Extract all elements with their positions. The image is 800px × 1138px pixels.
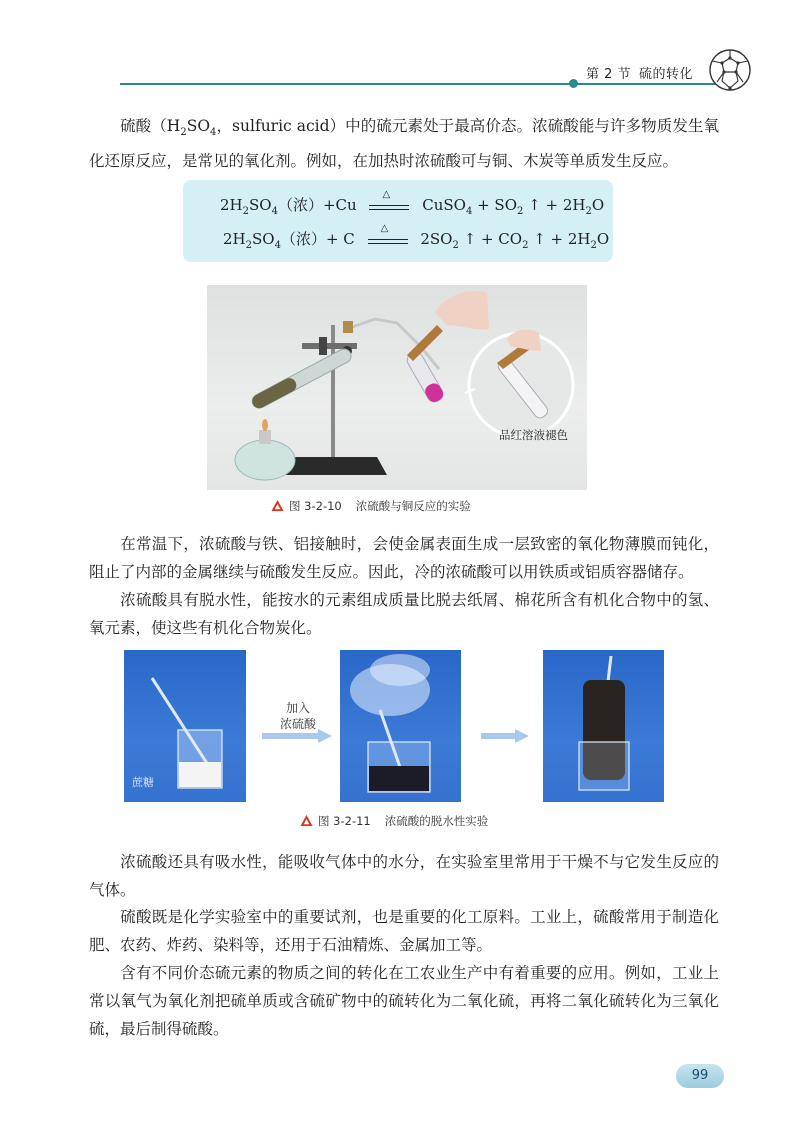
step-arrow-icon: [262, 729, 332, 743]
header-dot: [569, 79, 578, 88]
figure-caption-2: 图 3-2-11 浓硫酸的脱水性实验: [300, 813, 488, 829]
equation-carbon: $2H_2SO_4$（浓）+ C △ $2SO_2$ ↑ + $CO_2$ ↑ + $2H_2O$: [223, 223, 610, 251]
figure-copper-reaction-photo: [207, 285, 587, 490]
paragraph-sulfuric-acid-intro: 硫酸（$H_2SO_4$，sulfuric acid）中的硫元素处于最高价态。浓硫酸能与许多物质发生氧化还原反应，是常见的氧化剂。例如，在加热时浓硫酸可与铜、木炭等单质发生反应。: [89, 117, 719, 171]
section-name: 硫的转化: [639, 67, 694, 82]
paragraph-industrial-use: 硫酸既是化学实验室中的重要试剂，也是重要的化工原料。工业上，硫酸常用于制造化肥、农药、炸药、染料等，还用于石油精炼、金属加工等。: [89, 908, 719, 954]
equation-box: [183, 180, 613, 262]
inset-label: 品红溶液褪色: [499, 428, 568, 442]
molecule-ball-icon: [708, 48, 752, 92]
triangle-marker-icon: [300, 814, 313, 827]
figure-caption-1: 图 3-2-10 浓硫酸与铜反应的实验: [271, 498, 471, 514]
equation-copper: $2H_2SO_4$（浓）+Cu △ CuSO$_4$ + $SO_2$ ↑ + $2H_2O$: [220, 189, 605, 217]
step-arrow-icon: [481, 729, 529, 743]
page-header: [0, 0, 800, 100]
reaction-arrow-heat: △: [366, 233, 410, 247]
panel-sugar-beaker: [124, 650, 246, 802]
lab-apparatus-illustration: [207, 285, 587, 490]
paragraph-passivation: 在常温下，浓硫酸与铁、铝接触时，会使金属表面生成一层致密的氧化物薄膜而钝化，阻止了内部的金属继续与硫酸发生反应。因此，冷的浓硫酸可以用铁质或铝质容器储存。: [89, 535, 719, 581]
panel-acid-added-beaker: [340, 650, 461, 802]
header-rule: [120, 83, 720, 85]
paragraph-hygroscopic: 浓硫酸还具有吸水性，能吸收气体中的水分，在实验室里常用于干燥不与它发生反应的气体。: [89, 853, 719, 899]
panel-carbonized-column: [543, 650, 664, 802]
reaction-arrow-heat: △: [367, 199, 411, 213]
triangle-marker-icon: [271, 499, 284, 512]
sugar-label: 蔗糖: [132, 776, 154, 789]
paragraph-sulfur-conversion: 含有不同价态硫元素的物质之间的转化在工农业生产中有着重要的应用。例如，工业上常以氧气为氧化剂把硫单质或含硫矿物中的硫转化为二氧化硫，再将二氧化硫转化为三氧化硫，最后制得硫酸。: [89, 964, 719, 1038]
section-number: 第 2 节: [586, 67, 632, 82]
paragraph-dehydration: 浓硫酸具有脱水性，能按水的元素组成质量比脱去纸屑、棉花所含有机化合物中的氢、氧元素，使这些有机化合物炭化。: [89, 591, 719, 637]
section-title: [586, 63, 693, 82]
step-label: 加入 浓硫酸: [279, 701, 316, 731]
page-number-badge: 99: [676, 1064, 724, 1088]
